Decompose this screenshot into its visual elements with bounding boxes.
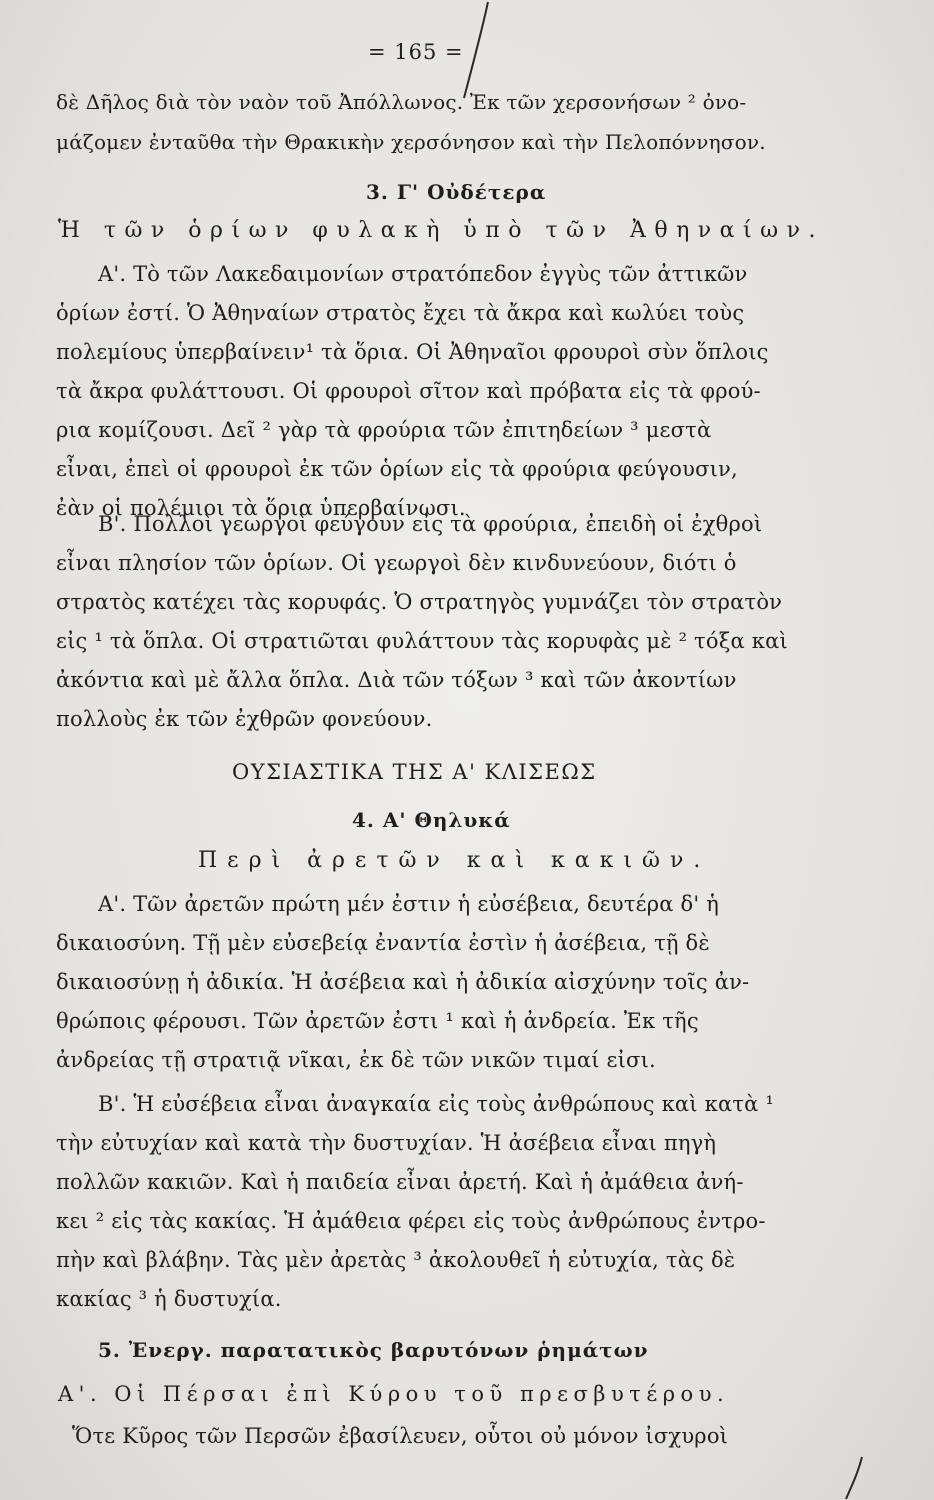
text-line: τὰ ἄκρα φυλάττουσι. Οἱ φρουροὶ σῖτον καὶ πρόβατα εἰς τὰ φρού-: [56, 379, 761, 403]
text-line: κει ² εἰς τὰς κακίας. Ἡ ἀμάθεια φέρει εἰς τοὺς ἀνθρώπους ἐντρο-: [56, 1209, 766, 1233]
section-heading: 5. Ἐνεργ. παρατατικὸς βαρυτόνων ῥημάτων: [98, 1338, 649, 1362]
bottom-pen-stroke-mark: [840, 1455, 870, 1500]
section-title: Α'. Οἱ Πέρσαι ἐπὶ Κύρου τοῦ πρεσβυτέρου.: [58, 1382, 730, 1406]
section-title: Ἡ τῶν ὁρίων φυλακὴ ὑπὸ τῶν Ἀθηναίων.: [58, 218, 824, 243]
text-line: ἀνδρείας τῇ στρατιᾷ νῖκαι, ἐκ δὲ τῶν νικῶν τιμαί εἰσι.: [56, 1048, 656, 1072]
text-line: θρώποις φέρουσι. Τῶν ἀρετῶν ἐστι ¹ καὶ ἡ ἀνδρεία. Ἐκ τῆς: [56, 1009, 699, 1033]
text-line: Β'. Ἡ εὐσέβεια εἶναι ἀναγκαία εἰς τοὺς ἀνθρώπους καὶ κατὰ ¹: [98, 1092, 775, 1116]
text-line: Α'. Τῶν ἀρετῶν πρώτη μέν ἐστιν ἡ εὐσέβεια, δευτέρα δ' ἡ: [98, 892, 720, 916]
page-number: = 165 =: [368, 40, 464, 64]
chapter-heading: ΟΥΣΙΑΣΤΙΚΑ ΤΗΣ Α' ΚΛΙΣΕΩΣ: [232, 760, 597, 784]
text-line: Ὅτε Κῦρος τῶν Περσῶν ἐβασίλευεν, οὗτοι οὐ μόνον ἰσχυροὶ: [72, 1424, 729, 1448]
text-line: κακίας ³ ἡ δυστυχία.: [56, 1287, 282, 1311]
text-line: μάζομεν ἐνταῦθα τὴν Θρακικὴν χερσόνησον καὶ τὴν Πελοπόννησον.: [56, 130, 766, 154]
text-line: ὁρίων ἐστί. Ὁ Ἀθηναίων στρατὸς ἔχει τὰ ἄκρα καὶ κωλύει τοὺς: [56, 301, 745, 325]
text-line: εἰς ¹ τὰ ὅπλα. Οἱ στρατιῶται φυλάττουν τὰς κορυφὰς μὲ ² τόξα καὶ: [56, 629, 788, 653]
text-line: τὴν εὐτυχίαν καὶ κατὰ τὴν δυστυχίαν. Ἡ ἀσέβεια εἶναι πηγὴ: [56, 1131, 717, 1155]
text-line: Β'. Πολλοὶ γεωργοὶ φεύγουν εἰς τὰ φρούρια, ἐπειδὴ οἱ ἐχθροὶ: [98, 512, 763, 536]
text-line: πολλῶν κακιῶν. Καὶ ἡ παιδεία εἶναι ἀρετή. Καὶ ἡ ἀμάθεια ἀνή-: [56, 1170, 744, 1194]
text-line: εἶναι πλησίον τῶν ὁρίων. Οἱ γεωργοὶ δὲν κινδυνεύουν, διότι ὁ: [56, 551, 737, 575]
text-line: εἶναι, ἐπεὶ οἱ φρουροὶ ἐκ τῶν ὁρίων εἰς τὰ φρούρια φεύγουσιν,: [56, 457, 738, 481]
text-line: ἀκόντια καὶ μὲ ἄλλα ὅπλα. Διὰ τῶν τόξων ³ καὶ τῶν ἀκοντίων: [56, 668, 737, 692]
text-line: πολλοὺς ἐκ τῶν ἐχθρῶν φονεύουν.: [56, 707, 433, 731]
text-line: δὲ Δῆλος διὰ τὸν ναὸν τοῦ Ἀπόλλωνος. Ἐκ τῶν χερσονήσων ² ὀνο-: [56, 90, 747, 114]
text-line: δικαιοσύνη. Τῇ μὲν εὐσεβείᾳ ἐναντία ἐστὶν ἡ ἀσέβεια, τῇ δὲ: [56, 931, 710, 955]
text-line: στρατὸς κατέχει τὰς κορυφάς. Ὁ στρατηγὸς γυμνάζει τὸν στρατὸν: [56, 590, 783, 614]
text-line: Α'. Τὸ τῶν Λακεδαιμονίων στρατόπεδον ἐγγὺς τῶν ἀττικῶν: [98, 262, 748, 286]
text-line: ρια κομίζουσι. Δεῖ ² γὰρ τὰ φρούρια τῶν ἐπιτηδείων ³ μεστὰ: [56, 418, 712, 442]
text-line: πὴν καὶ βλάβην. Τὰς μὲν ἀρετὰς ³ ἀκολουθεῖ ἡ εὐτυχία, τὰς δὲ: [56, 1248, 736, 1272]
section-heading: 4. Α' Θηλυκά: [352, 808, 511, 832]
text-line: πολεμίους ὑπερβαίνειν¹ τὰ ὅρια. Οἱ Ἀθηναῖοι φρουροὶ σὺν ὅπλοις: [56, 340, 769, 364]
text-line: δικαιοσύνῃ ἡ ἀδικία. Ἡ ἀσέβεια καὶ ἡ ἀδικία αἰσχύνην τοῖς ἀν-: [56, 970, 750, 994]
section-heading: 3. Γ' Οὐδέτερα: [366, 180, 547, 204]
text-line: ἐὰν οἱ πολέμιοι τὰ ὅρια ὑπερβαίνωσι.: [56, 496, 466, 520]
section-title: Περὶ ἀρετῶν καὶ κακιῶν.: [198, 848, 711, 873]
